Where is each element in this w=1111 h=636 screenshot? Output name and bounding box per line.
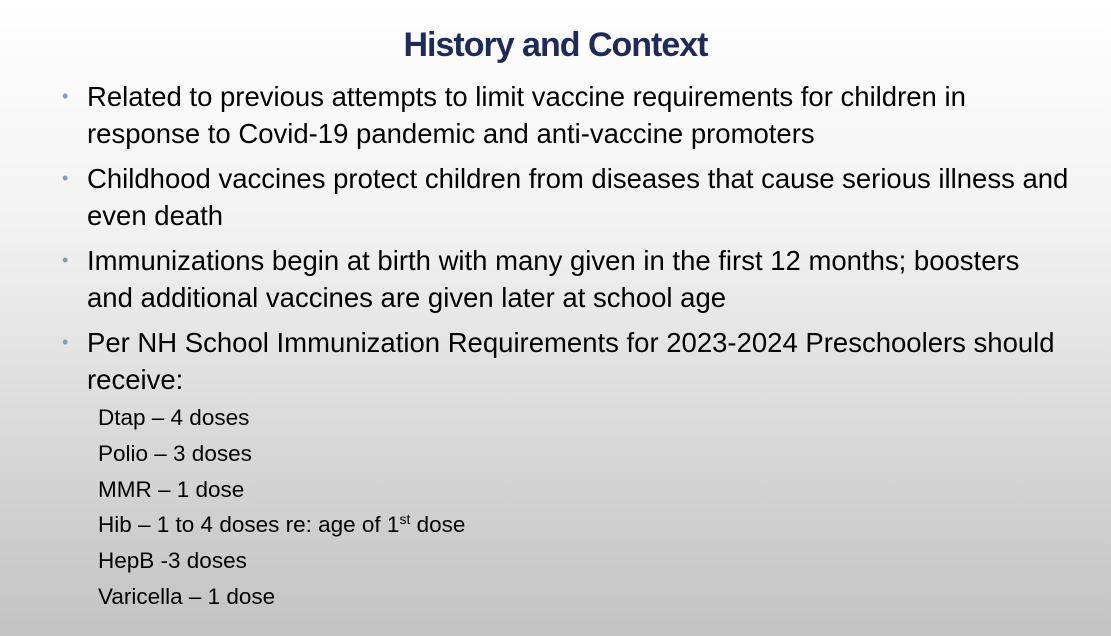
bullet-item: [62, 160, 1072, 234]
vaccine-item-hepb: HepB -3 doses: [98, 548, 247, 574]
bullet-text: Immunizations begin at birth with many given in the first 12 months; boosters and additional vaccines are given later at school age: [87, 245, 1020, 313]
vaccine-item-hib: [98, 507, 465, 543]
bullet-marker: •: [62, 86, 69, 106]
ordinal-superscript: st: [399, 511, 411, 528]
bullet-marker: •: [62, 250, 69, 270]
bullet-item: [62, 242, 1072, 316]
vaccine-item-dtap: Dtap – 4 doses: [98, 405, 250, 430]
bullet-item: [62, 324, 1072, 398]
slide-title: History and Context: [403, 26, 708, 64]
bullet-marker: •: [62, 168, 69, 188]
vaccine-item-hib-suffix: dose: [410, 512, 466, 538]
vaccine-item-mmr: MMR – 1 dose: [98, 476, 245, 502]
bullet-list: [62, 78, 1072, 406]
bullet-text: Related to previous attempts to limit vaccine requirements for children in response to Covid-19 pandemic and anti-vaccine promoters: [87, 81, 966, 149]
bullet-text: Childhood vaccines protect children from diseases that cause serious illness and even death: [87, 163, 1069, 231]
vaccine-item-varicella: Varicella – 1 dose: [98, 583, 276, 609]
vaccine-item-polio: Polio – 3 doses: [98, 440, 252, 466]
vaccine-list: [98, 400, 465, 615]
bullet-marker: •: [62, 332, 69, 352]
vaccine-item-hib-text: Hib – 1 to 4 doses re: age of 1: [98, 512, 400, 538]
bullet-item: [62, 78, 1072, 152]
bullet-text: Per NH School Immunization Requirements for 2023-2024 Preschoolers should receive:: [87, 327, 1055, 395]
